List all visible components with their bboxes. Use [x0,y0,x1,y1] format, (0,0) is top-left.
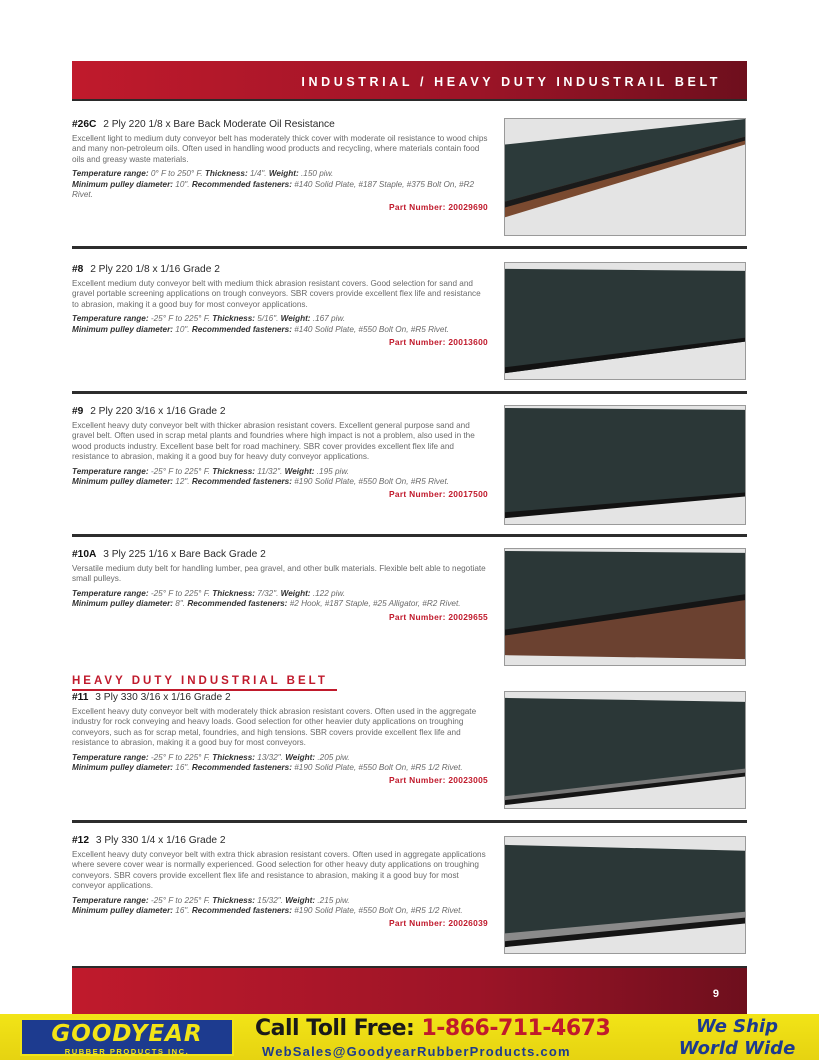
product-description: Versatile medium duty belt for handling lumber, pea gravel, and other bulk materials. Flexible belt able to negotiate small pulleys. [72,564,486,584]
phone-line [255,1016,610,1041]
product-title [72,118,488,131]
product-code: #26C [72,119,97,130]
product-name: 3 Ply 225 1/16 x Bare Back Grade 2 [103,549,266,560]
product-code: #11 [72,692,89,703]
product-specs: Temperature range: -25° F to 225° F. Thickness: 7/32". Weight: .122 piw. Minimum pulley diameter: 8". Recommended fasteners: #2 Hook, #187 Staple, #25 Alligator, #R2 Rivet. [72,588,461,609]
product-title [72,548,488,561]
call-label: Call Toll Free: [255,1016,415,1041]
part-number: Part Number: 20023005 [389,775,488,786]
belt-photo [504,691,746,809]
product-name: 2 Ply 220 3/16 x 1/16 Grade 2 [90,406,226,417]
part-number: Part Number: 20013600 [389,337,488,348]
product-code: #8 [72,264,84,275]
product-name: 3 Ply 330 3/16 x 1/16 Grade 2 [95,692,231,703]
product-title [72,405,488,418]
product-text [72,834,488,928]
belt-photo [504,548,746,666]
section-heading: HEAVY DUTY INDUSTRIAL BELT [72,675,328,687]
part-number: Part Number: 20029690 [389,202,488,213]
page-section-title: INDUSTRIAL / HEAVY DUTY INDUSTRAIL BELT [301,75,721,89]
footer-banner [0,1014,819,1060]
product-text [72,405,488,499]
product-name: 2 Ply 220 1/8 x 1/16 Grade 2 [90,264,220,275]
product-code: #10A [72,549,97,560]
product-description: Excellent medium duty conveyor belt with medium thick abrasion resistant covers. Good selection for sand and gravel portable screening applications on trough conveyors. SBR covers provide excellent flex life and resistance to abrasion, making it a good buy for most conveyor applications. [72,279,481,309]
product-specs: Temperature range: -25° F to 225° F. Thickness: 13/32". Weight: .205 piw. Minimum pulley diameter: 16". Recommended fasteners: #190 Solid Plate, #550 Bolt On, #R5 1/2 Rivet. [72,752,463,773]
part-number: Part Number: 20026039 [389,918,488,929]
logo-subtext: RUBBER PRODUCTS INC. [64,1047,190,1056]
product-text [72,548,488,622]
logo-text: GOODYEAR [51,1021,203,1047]
product-code: #12 [72,835,89,846]
header-band [72,61,747,101]
product-text [72,118,488,212]
product-title [72,834,488,847]
page-number: 9 [712,988,719,1000]
goodyear-logo [20,1018,234,1056]
footer-band [72,966,747,1014]
phone-number[interactable]: 1-866-711-4673 [421,1016,611,1041]
product-description: Excellent heavy duty conveyor belt with extra thick abrasion resistant covers. Often used in aggregate applications where severe cover wear is normally experienced. Good selection for other heavy duty applications on troughing conveyors. SBR covers provide excellent flex life and resistance to abrasion, making it a good buy for most conveyor applications. [72,850,486,891]
belt-photo [504,262,746,380]
belt-photo [504,836,746,954]
product-name: 3 Ply 330 1/4 x 1/16 Grade 2 [95,835,226,846]
product-text [72,691,488,785]
product-specs: Temperature range: -25° F to 225° F. Thickness: 11/32". Weight: .195 piw. Minimum pulley diameter: 12". Recommended fasteners: #190 Solid Plate, #550 Bolt On, #R5 Rivet. [72,466,449,487]
belt-photo [504,118,746,236]
product-specs: Temperature range: -25° F to 225° F. Thickness: 5/16". Weight: .167 piw. Minimum pulley diameter: 10". Recommended fasteners: #140 Solid Plate, #550 Bolt On, #R5 Rivet. [72,314,449,334]
part-number: Part Number: 20017500 [389,489,488,500]
product-code: #9 [72,406,84,417]
product-specs: Temperature range: 0° F to 250° F. Thickness: 1/4". Weight: .150 piw. Minimum pulley diameter: 10". Recommended fasteners: #140 Solid Plate, #187 Staple, #375 Bolt On, #R2 Rivet. [72,169,475,200]
product-text [72,263,488,347]
product-name: 2 Ply 220 1/8 x Bare Back Moderate Oil Resistance [103,119,335,130]
product-description: Excellent heavy duty conveyor belt with moderately thick abrasion resistant covers. Often used in the aggregate industry for rock conveying and heavy loads. Good selection for other heavier duty applications on troughing conveyors, such as for scrap metal, foundries, and high tensions. SBR covers provide excellent flex life and resistance to abrasion, making it a good buy for most conveyors. [72,707,477,748]
product-description: Excellent heavy duty conveyor belt with thicker abrasion resistant covers. Excellent general purpose sand and gravel belt. Often used in scrap metal plants and foundries where high impact is not a problem, also used in the wood products industry. Excellent base belt for road machinery. SBR cover provides excellent flex life and resistance to abrasion, making it a good buy for heavy duty conveyor applications. [72,421,475,462]
product-title [72,263,488,276]
product-description: Excellent light to medium duty conveyor belt has moderately thick cover with moderate oil resistance to wood chips and many non-petroleum oils. Often used in handling wood products and recycling, where materials contain food oils and greasy waste materials. [72,134,488,164]
belt-photo [504,405,746,525]
product-title [72,691,488,704]
product-specs: Temperature range: -25° F to 225° F. Thickness: 15/32". Weight: .215 piw. Minimum pulley diameter: 16". Recommended fasteners: #190 Solid Plate, #550 Bolt On, #R5 1/2 Rivet. [72,895,463,916]
ship-worldwide: We Ship World Wide [678,1016,796,1059]
part-number: Part Number: 20029655 [389,611,488,622]
email-link[interactable]: WebSales@GoodyearRubberProducts.com [262,1044,571,1059]
